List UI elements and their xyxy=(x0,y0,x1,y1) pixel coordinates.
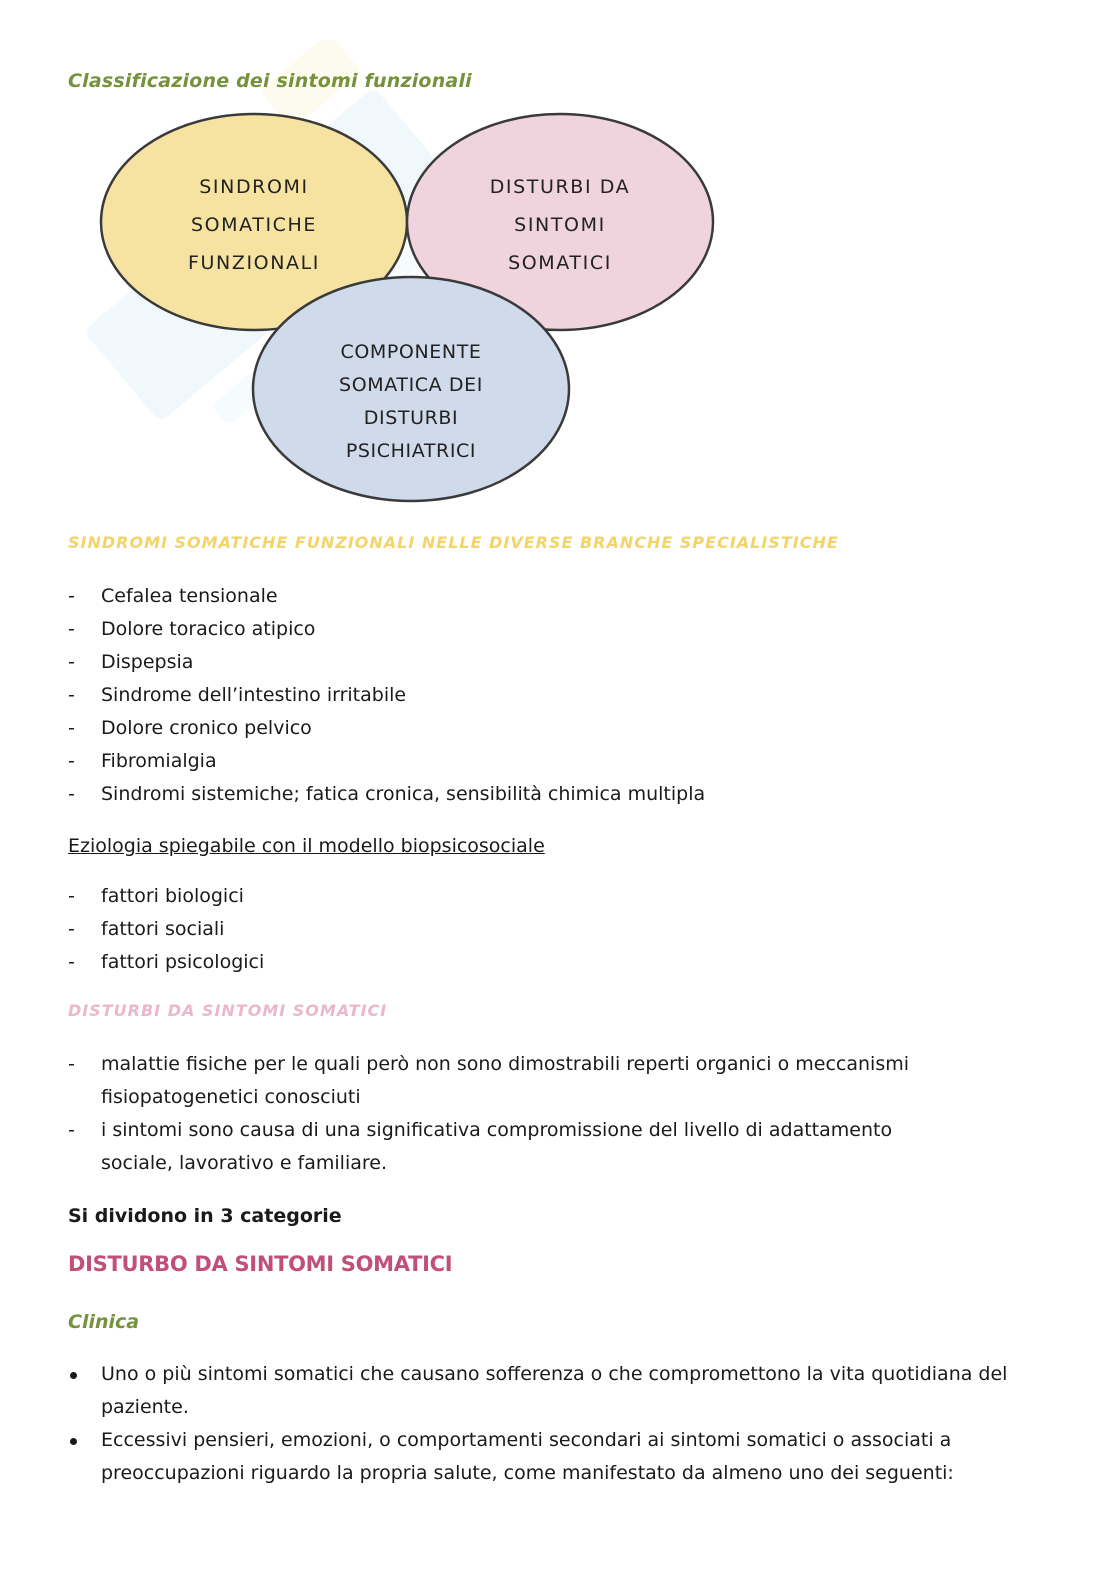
list-item: - fattori psicologici xyxy=(68,946,264,979)
list-item: - Sindromi sistemiche; fatica cronica, sensibilità chimica multipla xyxy=(68,778,705,811)
list-item: Eccessivi pensieri, emozioni, o comportamenti secondari ai sintomi somatici o associati a preoccupazioni riguardo la propria salute, come manifestato da almeno uno dei seguenti: xyxy=(68,1424,1028,1490)
list-item: - Cefalea tensionale xyxy=(68,580,705,613)
disorder-title: DISTURBO DA SINTOMI SOMATICI xyxy=(68,1252,453,1276)
etiology-list xyxy=(68,880,264,979)
dss-heading: DISTURBI DA SINTOMI SOMATICI xyxy=(68,1001,388,1020)
clinica-list xyxy=(68,1358,1028,1490)
categories-note: Si dividono in 3 categorie xyxy=(68,1205,342,1227)
classification-title: Classificazione dei sintomi funzionali xyxy=(68,70,472,92)
ssf-list xyxy=(68,580,705,811)
list-item: - Dolore toracico atipico xyxy=(68,613,705,646)
list-item: - i sintomi sono causa di una significativa compromissione del livello di adattamento sociale, lavorativo e familiare. xyxy=(68,1114,968,1180)
list-item: - fattori sociali xyxy=(68,913,264,946)
etiology-heading: Eziologia spiegabile con il modello biopsicosociale xyxy=(68,835,545,857)
list-item: - malattie fisiche per le quali però non sono dimostrabili reperti organici o meccanismi fisiopatogenetici conosciuti xyxy=(68,1048,968,1114)
venn-label-ssf: SINDROMI SOMATICHE FUNZIONALI xyxy=(187,176,321,274)
list-item: - Fibromialgia xyxy=(68,745,705,778)
venn-label-csdp: COMPONENTE SOMATICA DEI DISTURBI PSICHIATRICI xyxy=(339,341,483,462)
list-item: - Dispepsia xyxy=(68,646,705,679)
list-item: Uno o più sintomi somatici che causano sofferenza o che compromettono la vita quotidiana del paziente. xyxy=(68,1358,1028,1424)
dss-list xyxy=(68,1048,968,1180)
list-item: - fattori biologici xyxy=(68,880,264,913)
venn-label-dss: DISTURBI DA SINTOMI SOMATICI xyxy=(489,176,631,274)
ssf-heading: SINDROMI SOMATICHE FUNZIONALI NELLE DIVERSE BRANCHE SPECIALISTICHE xyxy=(68,533,839,552)
list-item: - Sindrome dell’intestino irritabile xyxy=(68,679,705,712)
clinica-heading: Clinica xyxy=(68,1311,140,1333)
list-item: - Dolore cronico pelvico xyxy=(68,712,705,745)
